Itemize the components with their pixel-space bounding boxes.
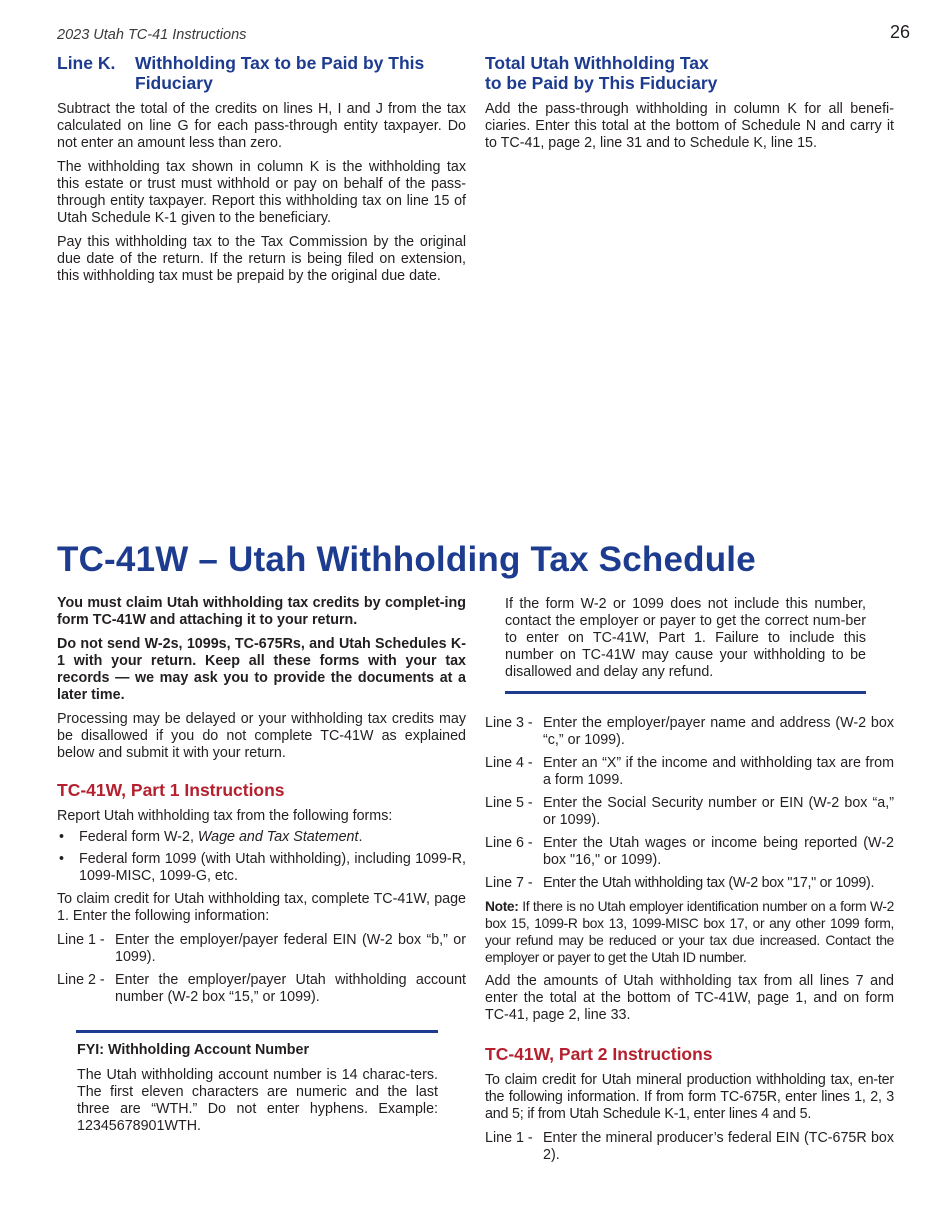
- top-right-column: [485, 53, 894, 159]
- line-k-heading: [57, 53, 466, 93]
- line-k-paragraph-3: Pay this withholding tax to the Tax Commission by the original due date of the return. If the return is being filed on extension, this withholding tax must be prepaid by the original due date.: [57, 234, 466, 284]
- fyi-text: The Utah withholding account number is 14 charac-ters. The first eleven characters are numeric and the last three are “WTH.” Do not enter hyphens. Example: 12345678901WTH.: [77, 1067, 438, 1134]
- total-heading-line2: to be Paid by This Fiduciary: [485, 73, 718, 93]
- line-k-paragraph-1: Subtract the total of the credits on lines H, I and J from the tax calculated on line G for each pass-through entity taxpayer. Do not enter an amount less than zero.: [57, 101, 466, 151]
- part1-line-6: Line 6 - Enter the Utah wages or income being reported (W-2 box "16," or 1099).: [485, 835, 894, 868]
- part1-line-3: Line 3 - Enter the employer/payer name and address (W-2 box “c,” or 1099).: [485, 715, 894, 748]
- fyi-bottom-rule: [505, 691, 866, 694]
- part1-line-7: Line 7 - Enter the Utah withholding tax (W-2 box "17," or 1099).: [485, 875, 875, 891]
- line-k-label: Line K.: [57, 53, 116, 73]
- total-withholding-heading: [485, 53, 894, 93]
- claim-paragraph: To claim credit for Utah withholding tax, complete TC-41W, page 1. Enter the following information:: [57, 891, 466, 924]
- fyi-title: FYI: Withholding Account Number: [77, 1042, 310, 1058]
- part2-intro: To claim credit for Utah mineral production withholding tax, en-ter the following information. If from form TC-675R, enter lines 1, 2, 3 and 5; if from Utah Schedule K-1, enter lines 4 and 5.: [485, 1072, 894, 1122]
- top-left-column: [57, 53, 466, 292]
- fyi-top-rule: [76, 1030, 438, 1033]
- forms-list: [57, 829, 466, 885]
- do-not-send-bold-paragraph: Do not send W-2s, 1099s, TC-675Rs, and Utah Schedules K-1 with your return. Keep all these forms with your tax records — we may ask you to provide the documents at a later time.: [57, 636, 466, 703]
- line-k-title-line2: Fiduciary: [135, 73, 213, 93]
- list-item: • Federal form 1099 (with Utah withholding), including 1099-R, 1099-MISC, 1099-G, etc.: [57, 851, 466, 885]
- section-title: TC-41W – Utah Withholding Tax Schedule: [57, 540, 756, 579]
- part2-heading: TC-41W, Part 2 Instructions: [485, 1044, 713, 1064]
- total-withholding-paragraph: Add the pass-through withholding in column K for all benefi-ciaries. Enter this total at the bottom of Schedule N and carry it to TC-41, page 2, line 31 and to Schedule K, line 15.: [485, 101, 894, 151]
- part1-line-1: Line 1 - Enter the employer/payer federal EIN (W-2 box “b,” or 1099).: [57, 932, 466, 965]
- part1-line-4: Line 4 - Enter an “X” if the income and withholding tax are from a form 1099.: [485, 755, 894, 788]
- part1-line-2: Line 2 - Enter the employer/payer Utah withholding account number (W-2 box “15,” or 1099).: [57, 972, 466, 1005]
- note-paragraph: Note: If there is no Utah employer identification number on a form W-2 box 15, 1099-R box 13, 1099-MISC box 17, or any other 1099 form, your refund may be reduced or your tax due increased. Contact the employer or payer to get the Utah ID number.: [485, 899, 894, 965]
- line-k-title: [135, 53, 424, 93]
- add-amounts-paragraph: Add the amounts of Utah withholding tax from all lines 7 and enter the total at the bottom of TC-41W, page 1, and on form TC-41, page 2, line 33.: [485, 973, 894, 1023]
- processing-paragraph: Processing may be delayed or your withholding tax credits may be disallowed if you do not complete TC-41W as explained below and submit it with your return.: [57, 711, 466, 761]
- right-column: [485, 715, 894, 1170]
- list-item: • Federal form W-2, Wage and Tax Statement.: [57, 829, 466, 846]
- part2-line-1: Line 1 - Enter the mineral producer’s federal EIN (TC-675R box 2).: [485, 1130, 894, 1163]
- part1-intro: Report Utah withholding tax from the following forms:: [57, 808, 393, 824]
- total-heading-line1: Total Utah Withholding Tax: [485, 53, 709, 73]
- fyi-continued: [505, 596, 866, 688]
- running-title: 2023 Utah TC-41 Instructions: [57, 27, 247, 43]
- claim-credit-bold-paragraph: You must claim Utah withholding tax credits by complet-ing form TC-41W and attaching it to your return.: [57, 595, 466, 628]
- part1-heading: TC-41W, Part 1 Instructions: [57, 780, 285, 800]
- line-k-title-line1: Withholding Tax to be Paid by This: [135, 53, 425, 73]
- left-column: [57, 595, 466, 1012]
- fyi-continued-text: If the form W-2 or 1099 does not include this number, contact the employer or payer to get the correct num-ber to enter on TC-41W, Part 1. Failure to include this number on TC-41W may cause your withholding to be disallowed and delay any refund.: [505, 596, 866, 680]
- page-number: 26: [889, 22, 910, 42]
- fyi-box: [77, 1042, 438, 1142]
- part1-line-5: Line 5 - Enter the Social Security number or EIN (W-2 box “a,” or 1099).: [485, 795, 894, 828]
- line-k-paragraph-2: The withholding tax shown in column K is the withholding tax this estate or trust must withhold or pay on behalf of the pass-through entity taxpayer. Report this withholding tax on line 15 of Utah Schedule K-1 given to the beneficiary.: [57, 159, 466, 226]
